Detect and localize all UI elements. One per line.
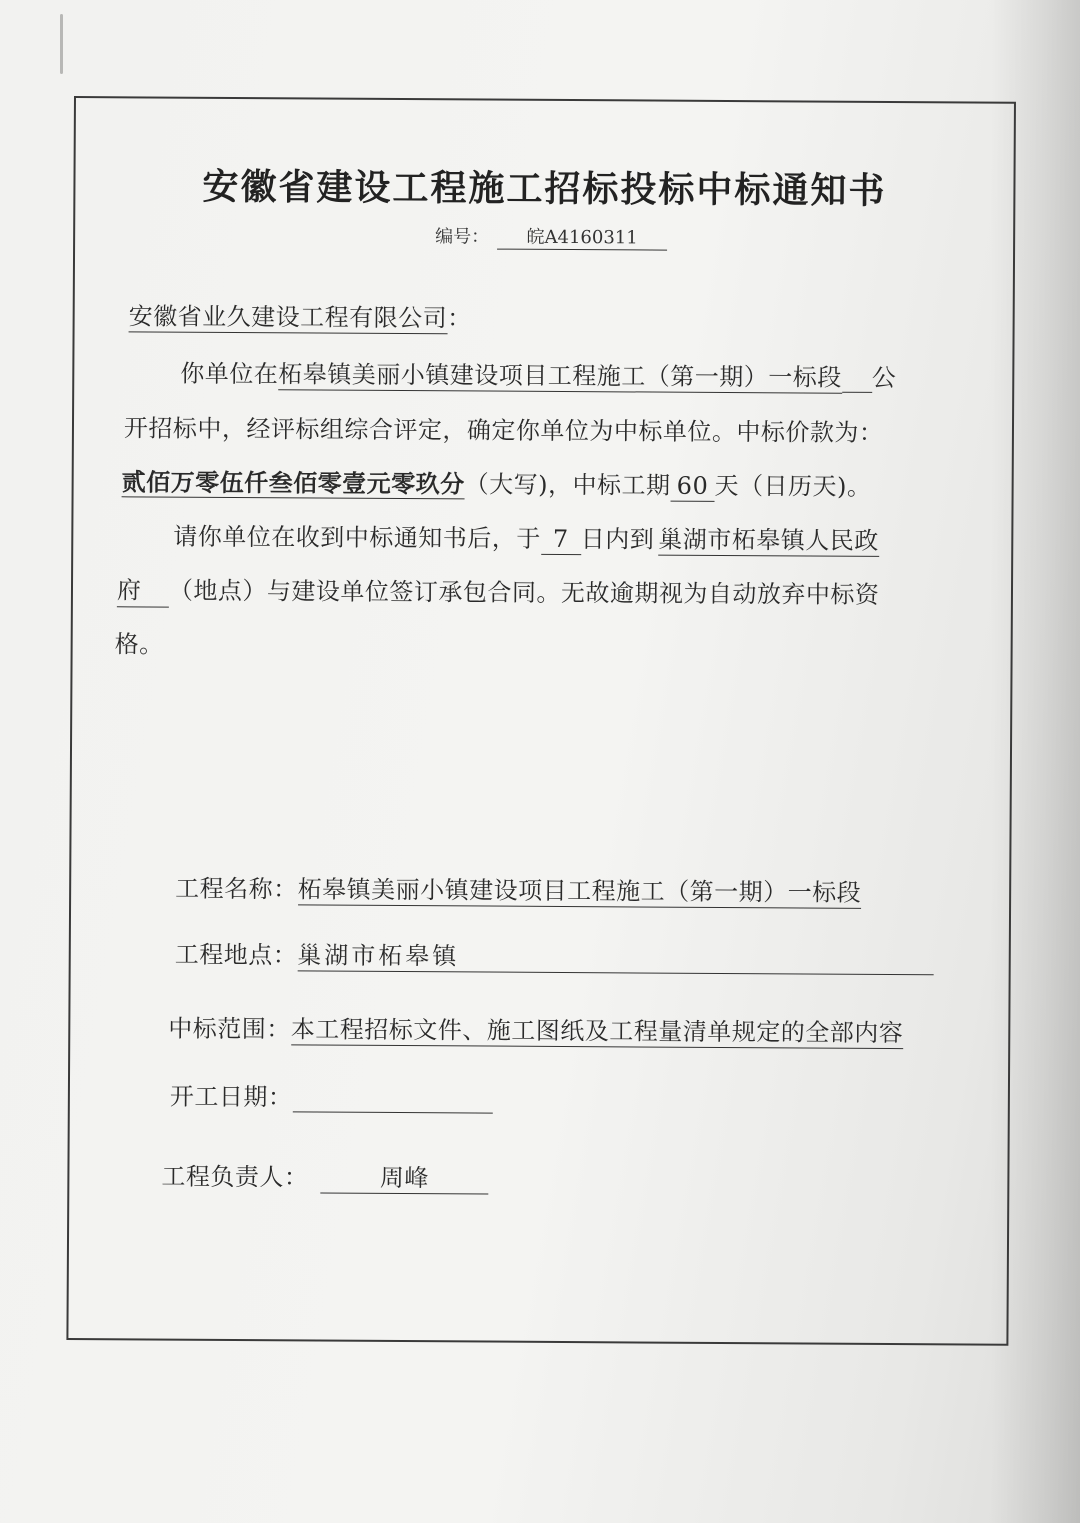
- signing-place-part2: 府: [117, 570, 169, 607]
- serial-number: [435, 222, 667, 250]
- document-title: 安徽省建设工程施工招标投标中标通知书: [202, 165, 887, 212]
- manager-label: 工程负责人：: [161, 1162, 309, 1192]
- notice-frame: [66, 96, 1016, 1346]
- para1-text-e: 天（日历天)。: [714, 471, 872, 501]
- recipient-line: [129, 296, 472, 333]
- para1-line3: [122, 462, 872, 503]
- para1-project-name: 柘皋镇美丽小镇建设项目工程施工（第一期）一标段: [278, 360, 842, 392]
- scope-label: 中标范围：: [168, 1014, 291, 1044]
- project-name-label: 工程名称：: [175, 874, 298, 904]
- recipient-company: 安徽省业久建设工程有限公司: [128, 302, 448, 333]
- serial-label: 编号：: [435, 226, 490, 248]
- field-project-name: [175, 869, 861, 909]
- location-label: 工程地点：: [174, 940, 298, 970]
- project-name-value: 柘皋镇美丽小镇建设项目工程施工（第一期）一标段: [298, 869, 862, 908]
- para1-blank: [842, 366, 872, 393]
- scope-value: 本工程招标文件、施工图纸及工程量清单规定的全部内容: [291, 1009, 904, 1049]
- para2-text-d: 格。: [114, 630, 164, 659]
- para2-text-b: 日内到: [580, 525, 655, 554]
- field-location: [175, 935, 934, 976]
- para1-line2: [124, 408, 884, 448]
- start-date-value: [292, 1083, 492, 1113]
- para2-text-c: （地点）与建设单位签订承包合同。无故逾期视为自动放弃中标资: [168, 576, 880, 609]
- para2-line3: [115, 624, 164, 659]
- start-date-label: 开工日期：: [169, 1082, 293, 1112]
- para1-text-c: 开招标中，经评标组综合评定，确定你单位为中标单位。中标价款为：: [123, 414, 884, 447]
- para1-text-a: 你单位在: [180, 359, 279, 389]
- field-manager: [161, 1157, 488, 1195]
- location-value: 巢湖市柘皋镇: [297, 935, 933, 975]
- sign-within-days: 7: [541, 525, 581, 555]
- para1-text-b: 公: [871, 363, 897, 393]
- field-scope: [168, 1009, 903, 1049]
- recipient-colon: ：: [447, 304, 472, 333]
- staple-mark: [60, 14, 63, 74]
- para2-line2: [117, 570, 880, 612]
- manager-value: 周峰: [320, 1158, 488, 1195]
- duration-days: 60: [670, 472, 714, 502]
- serial-value: 皖A4160311: [497, 223, 667, 251]
- para1-line1: [180, 354, 896, 393]
- price-in-words: 贰佰万零伍仟叁佰零壹元零玖分: [121, 467, 465, 499]
- field-start-date: [170, 1077, 493, 1114]
- para2-text-a: 请你单位在收到中标通知书后，于: [173, 522, 541, 553]
- para2-line1: [173, 517, 879, 557]
- signing-place-part1: 巢湖市柘皋镇人民政: [658, 525, 879, 555]
- para1-text-d: （大写)，中标工期: [464, 470, 671, 500]
